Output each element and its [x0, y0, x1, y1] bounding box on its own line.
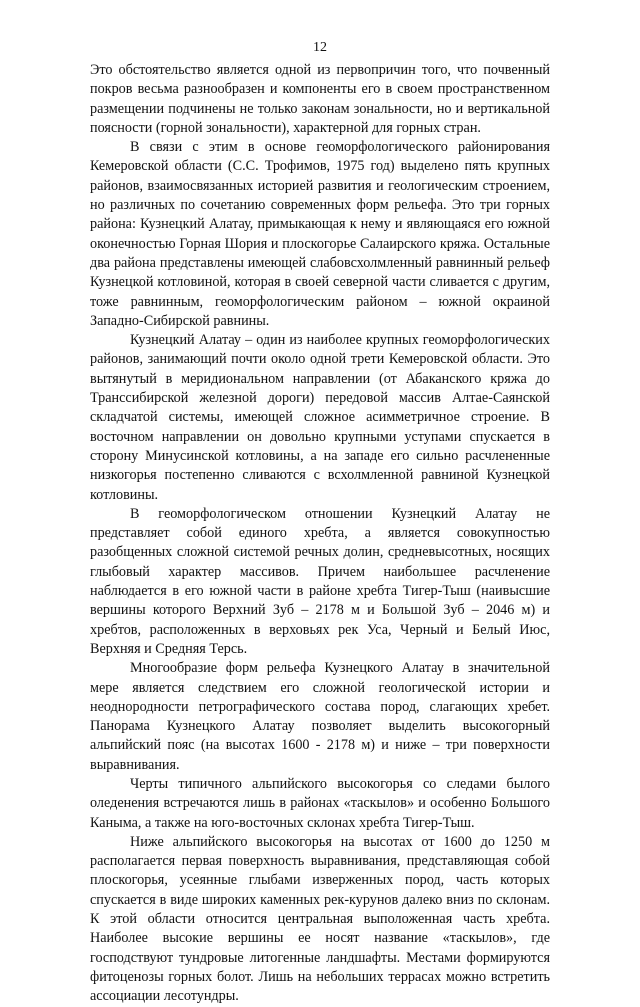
paragraph-geomorphological-zoning: В связи с этим в основе геоморфологического районирования Кемеровской области (С.С. Трофимов, 1975 год) выделено пять крупных районов, взаимосвязанных историей развития и геологическим строением, но различных по сочетанию современных форм рельефа. Это три горных района: Кузнецкий Алатау, примыкающая к нему и являющаяся его южной оконечностью Горная Шория и плоскогорье Салаирского кряжа. Остальные два района представлены имеющей слабовсхолмленный равнинный рельеф Кузнецкой котловиной, которая в своей северной части сливается с другим, тоже равнинным, геоморфологическим районом – южной окраиной Западно-Сибирской равнины.	[90, 139, 550, 329]
page-number: 12	[313, 40, 327, 55]
paragraph-soil-cover: Это обстоятельство является одной из первопричин того, что почвенный покров весьма разнообразен и компоненты его в своем пространственном размещении подчинены не только законам зональности, но и вертикальной поясности (горной зональности), характерной для горных стран.	[90, 62, 550, 136]
paragraph-first-surface: Ниже альпийского высокогорья на высотах от 1600 до 1250 м располагается первая поверхность выравнивания, представляющая собой плоскогорья, усеянные глыбами изверженных пород, часть которых спускается в виде широких каменных рек-курунов далеко вниз по склонам. К этой области относится центральная выположенная часть хребта. Наиболее высокие вершины ее носят название «таскылов», где господствуют тундровые литогенные ландшафты. Местами формируются фитоценозы горных болот. Лишь на небольших террасах можно встретить ассоциации лесотундры.	[90, 833, 550, 1005]
text-body	[90, 61, 550, 1007]
paragraph-alpine-highlands: Черты типичного альпийского высокогорья со следами былого оледенения встречаются лишь в районах «таскылов» и особенно Большого Каныма, а также на юго-восточных склонах хребта Тигер-Тыш.	[90, 775, 550, 831]
paragraph-ridge-structure: В геоморфологическом отношении Кузнецкий Алатау не представляет собой единого хребта, а является совокупностью разобщенных сложной системой речных долин, средневысотных, носящих глыбовый характер массивов. Причем наибольшее расчленение наблюдается в его южной части в районе хребта Тигер-Тыш (наивысшие вершины которого Верхний Зуб – 2178 м и Большой Зуб – 2046 м) и хребтов, расположенных в верховьях рек Уса, Черный и Белый Июс, Верхняя и Средняя Терсь.	[90, 505, 550, 657]
paragraph-kuznetsky-alatau: Кузнецкий Алатау – один из наиболее крупных геоморфологических районов, занимающий почти около одной трети Кемеровской области. Это вытянутый в меридиональном направлении (от Абаканского кряжа до Транссибирской железной дороги) передовой массив Алтае-Саянской складчатой системы, имеющей сложное асимметричное строение. В восточном направлении он довольно крупными уступами спускается в сторону Минусинской котловины, а на западе его сильно расчлененные низкогорья постепенно сливаются с всхолмленной равниной Кузнецкой котловины.	[90, 332, 550, 503]
paragraph-relief-diversity: Многообразие форм рельефа Кузнецкого Алатау в значительной мере является следствием его сложной геологической истории и неоднородности петрографического состава пород, слагающих хребет. Панорама Кузнецкого Алатау позволяет выделить высокогорный альпийский пояс (на высотах 1600 - 2178 м) и ниже – три поверхности выравнивания.	[90, 660, 550, 773]
